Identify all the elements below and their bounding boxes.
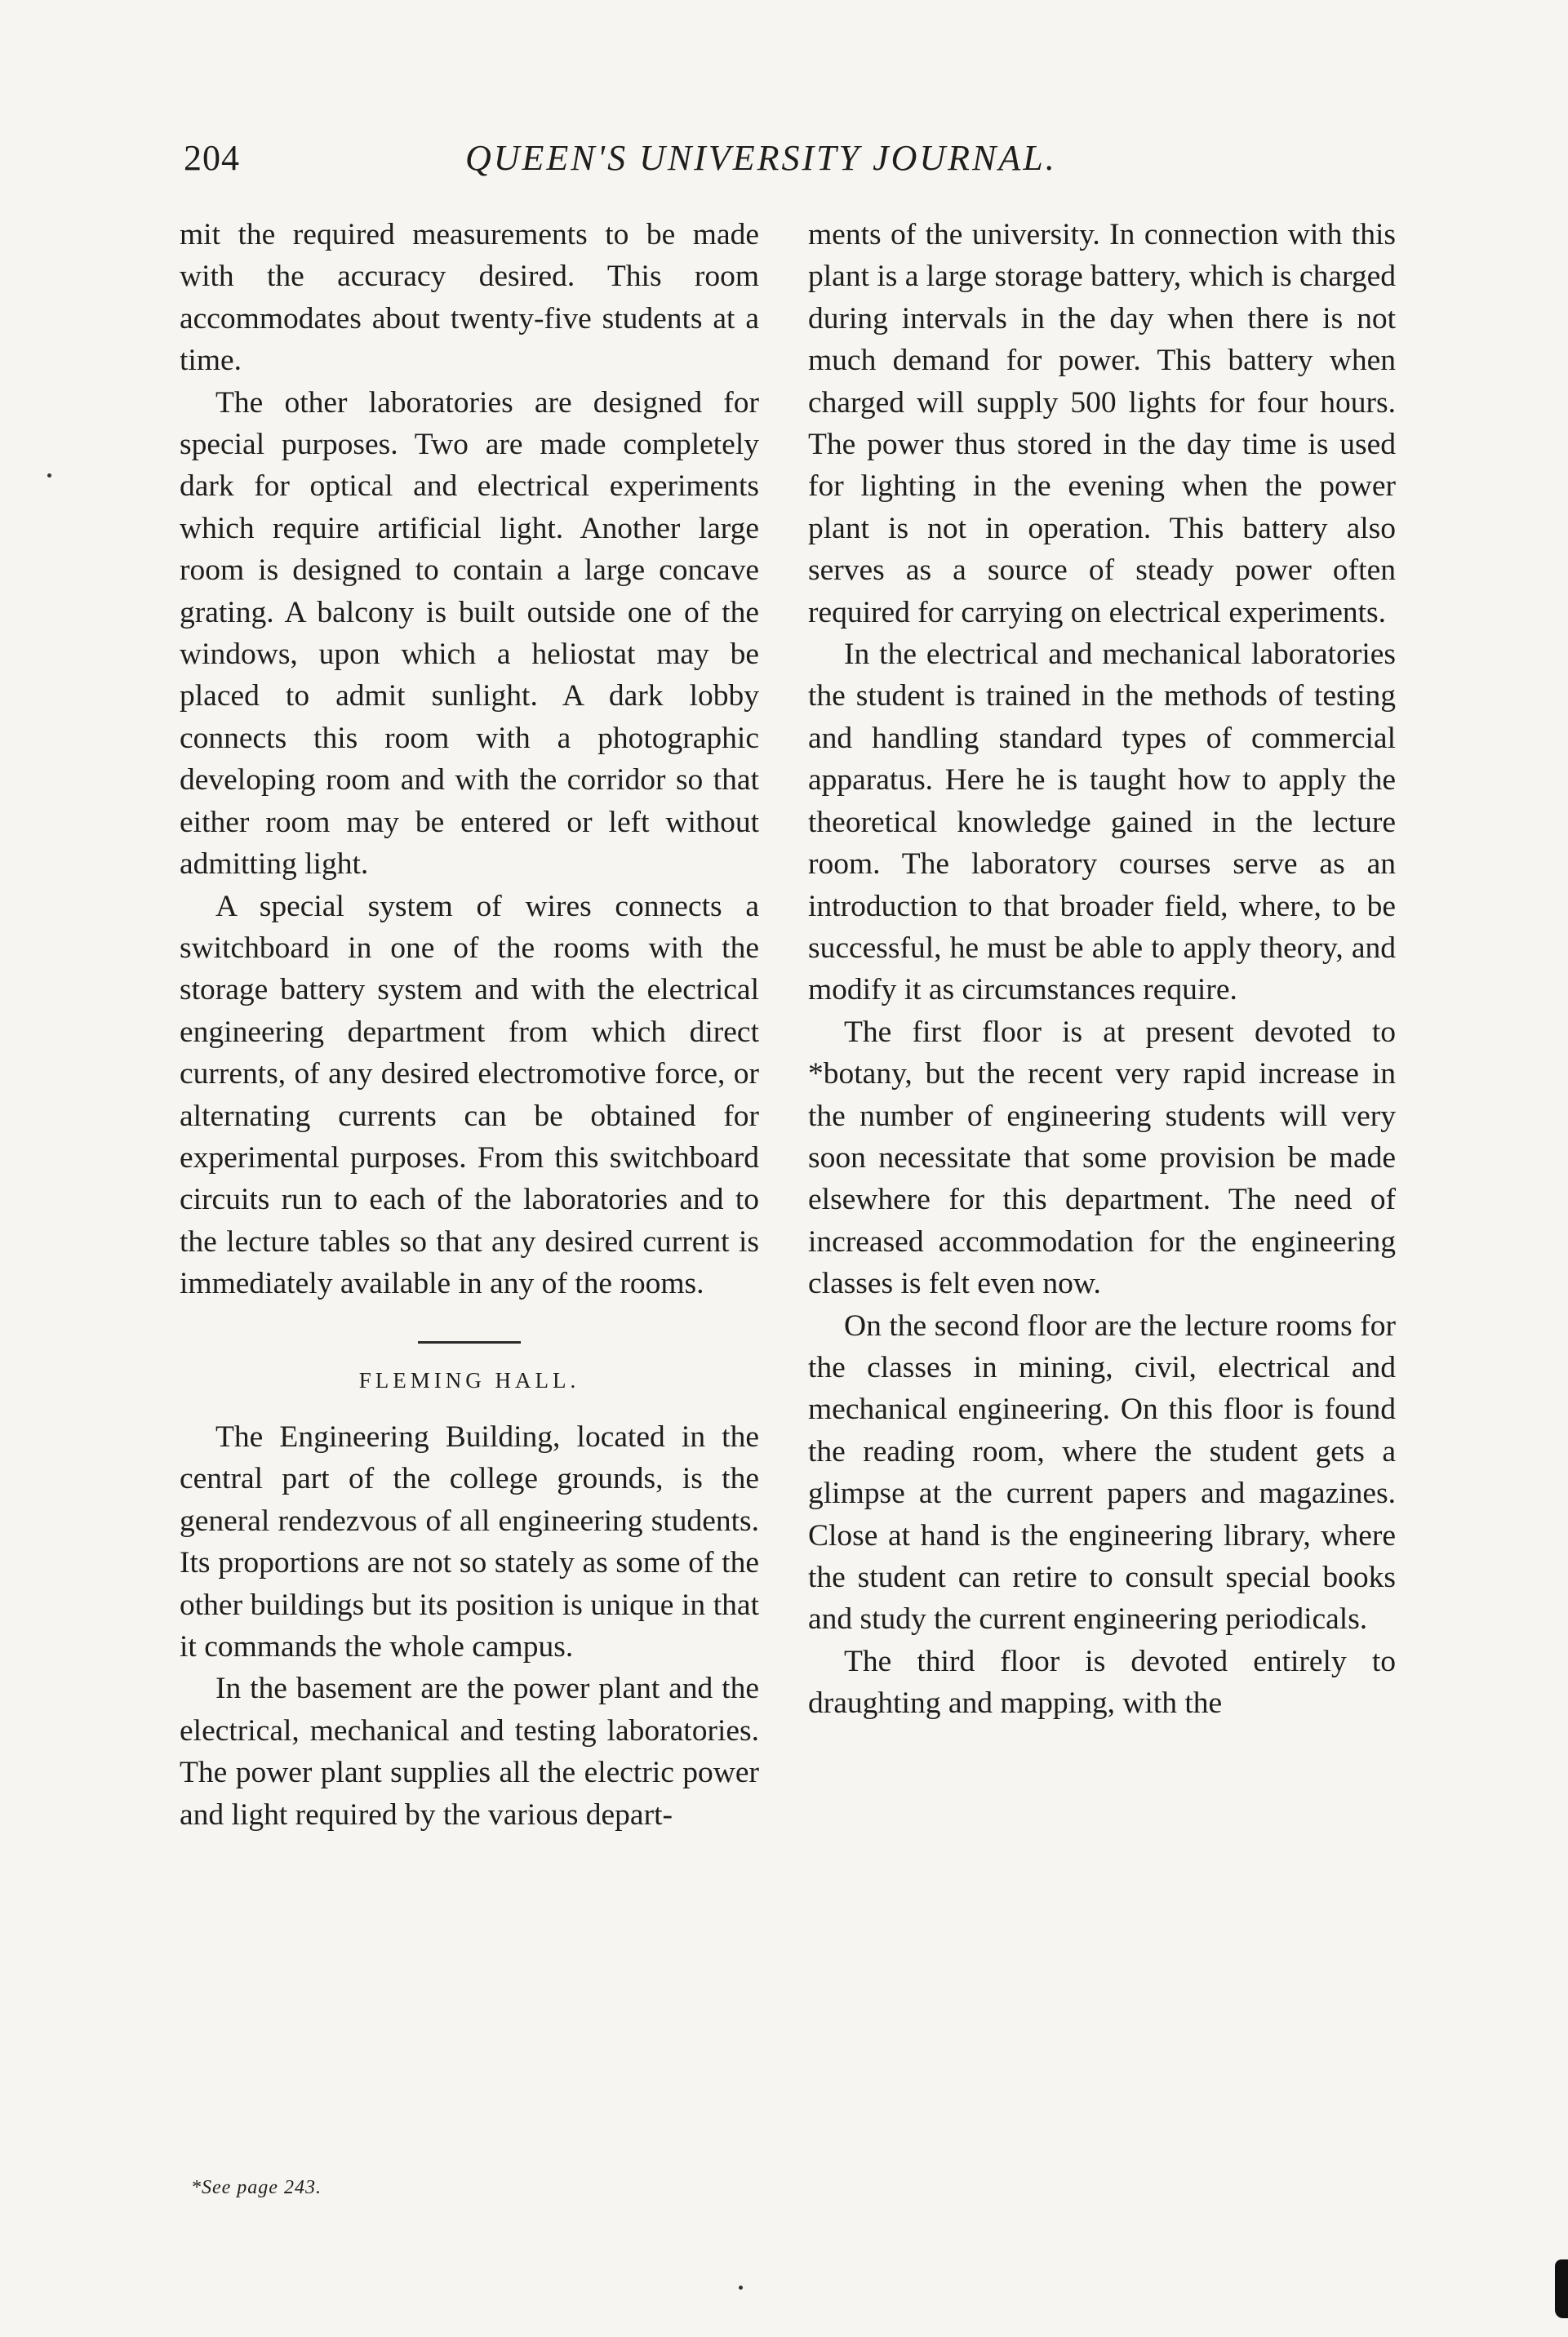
paragraph: On the second floor are the lecture rooms for the classes in mining, civil, electrical and mechanical engineering. On this floor is found the reading room, where the student gets a glimpse at the current papers and magazines. Close at hand is the engineering library, where the student can retire to consult special books and study the current engineering periodicals. bbox=[808, 1308, 1396, 1637]
page-number: 204 bbox=[184, 138, 240, 178]
paragraph: In the basement are the power plant and the electrical, mechanical and testing laboratories. The power plant supplies all the electric power and light required by the various depart- bbox=[180, 1672, 759, 1832]
paragraph: The third floor is devoted entirely to draughting and mapping, with the bbox=[808, 1644, 1396, 1721]
left-column bbox=[180, 214, 759, 1836]
paragraph: mit the required measurements to be made with the accuracy desired. This room accommodates about twenty-five students at a time. bbox=[180, 218, 759, 378]
paragraph: ments of the university. In connection with this plant is a large storage battery, which is charged during intervals in the day when there is not much demand for power. This battery when charged will supply 500 lights for four hours. The power thus stored in the day time is used for lighting in the evening when the power plant is not in operation. This battery also serves as a source of steady power often required for carrying on electrical experiments. bbox=[808, 218, 1396, 629]
section-rule bbox=[418, 1341, 521, 1344]
right-column bbox=[808, 214, 1396, 1725]
page-edge-mark bbox=[1555, 2259, 1568, 2318]
paragraph: The other laboratories are designed for special purposes. Two are made completely dark for optical and electrical experiments which require artificial light. Another large room is designed to contain a large concave grating. A balcony is built outside one of the windows, upon which a heliostat may be placed to admit sunlight. A dark lobby connects this room with a photographic developing room and with the corridor so that either room may be entered or left without admitting light. bbox=[180, 385, 759, 882]
paragraph: The first floor is at present devoted to *botany, but the recent very rapid increase in the number of engineering students will very soon necessitate that some provision be made elsewhere for this department. The need of increased accommodation for the engineering classes is felt even now. bbox=[808, 1015, 1396, 1301]
print-speck bbox=[739, 2286, 743, 2290]
paragraph: In the electrical and mechanical laboratories the student is trained in the methods of testing and handling standard types of commercial apparatus. Here he is taught how to apply the theoretical knowledge gained in the lecture room. The laboratory courses serve as an introduction to that broader field, where, to be successful, he must be able to apply theory, and modify it as circumstances require. bbox=[808, 638, 1396, 1007]
print-speck bbox=[47, 473, 51, 478]
paragraph: A special system of wires connects a switchboard in one of the rooms with the storage battery system and with the electrical engineering department from which direct currents, of any desired electromotive force, or alternating currents can be obtained for experimental purposes. From this switchboard circuits run to each of the laboratories and to the lecture tables so that any desired current is immediately available in any of the rooms. bbox=[180, 889, 759, 1301]
section-heading: FLEMING HALL. bbox=[358, 1367, 580, 1393]
paragraph: The Engineering Building, located in the central part of the college grounds, is the general rendezvous of all engineering students. Its proportions are not so stately as some of the other buildings but its position is unique in that it commands the whole campus. bbox=[180, 1420, 759, 1664]
running-head: QUEEN'S UNIVERSITY JOURNAL. bbox=[465, 138, 1057, 178]
footnote: *See page 243. bbox=[191, 2177, 322, 2198]
